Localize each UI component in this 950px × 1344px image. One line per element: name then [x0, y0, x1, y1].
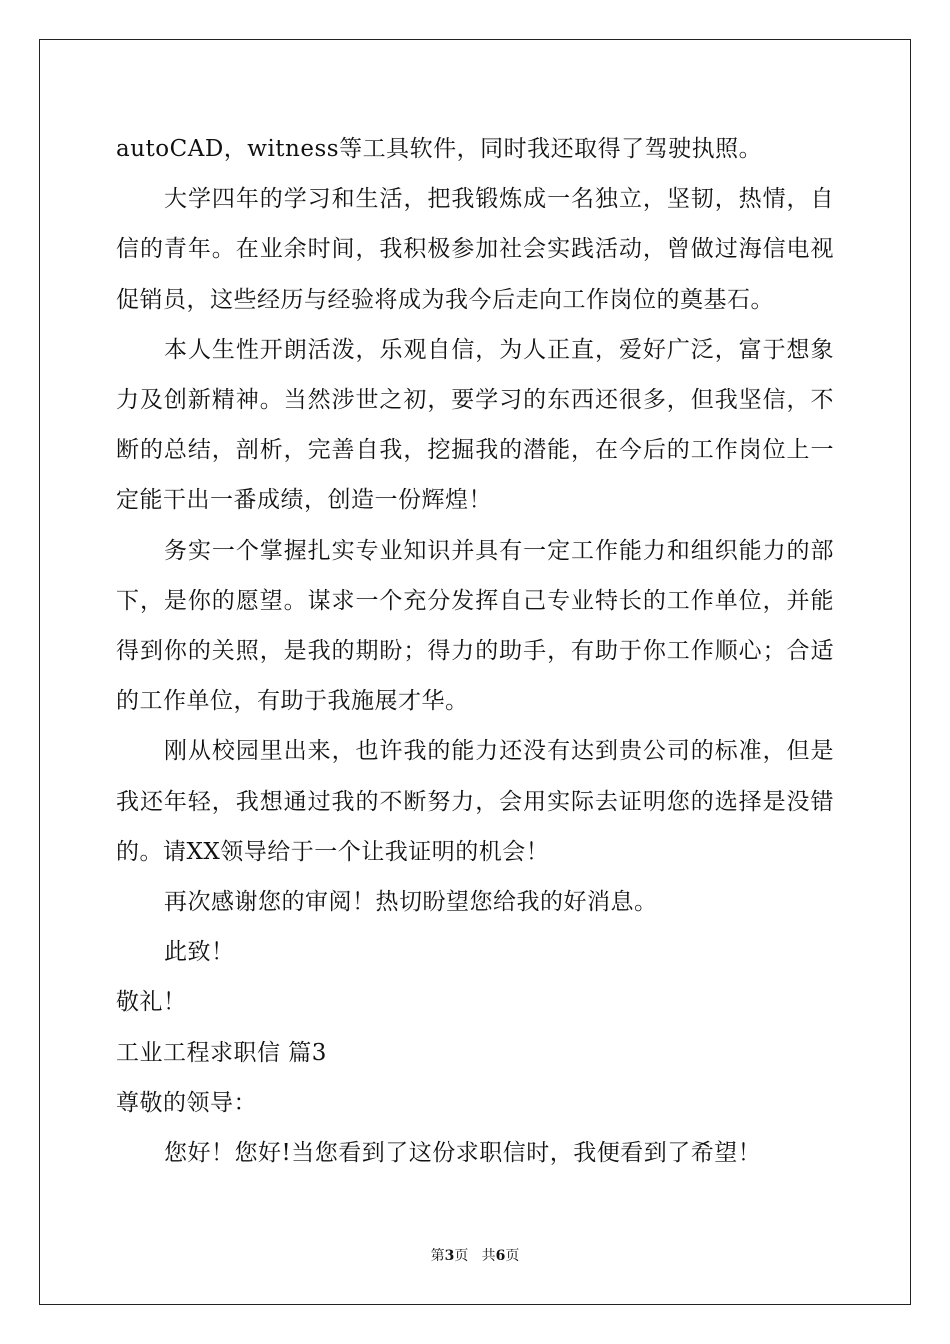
document-body: [116, 124, 834, 1178]
total-pages: 6: [495, 1248, 506, 1264]
page-prefix: 第: [430, 1248, 445, 1264]
paragraph-3: 本人生性开朗活泼，乐观自信，为人正直，爱好广泛，富于想象力及创新精神。当然涉世之初，要学习的东西还很多，但我坚信，不断的总结，剖析，完善自我，挖掘我的潜能，在今后的工作岗位上一定能干出一番成绩，创造一份辉煌！: [116, 336, 834, 514]
paragraph-opening: 您好！您好!当您看到了这份求职信时，我便看到了希望！: [164, 1140, 762, 1167]
page-suffix: 页: [454, 1248, 469, 1264]
paragraph-5: 刚从校园里出来，也许我的能力还没有达到贵公司的标准，但是我还年轻，我想通过我的不断努力，会用实际去证明您的选择是没错的。请XX领导给于一个让我证明的机会！: [116, 738, 834, 865]
page-number: 3: [444, 1248, 455, 1264]
section-heading: 工业工程求职信 篇3: [116, 1039, 327, 1066]
total-prefix: 共: [481, 1248, 496, 1264]
letter-greeting: 尊敬的领导：: [116, 1089, 257, 1116]
paragraph-1: autoCAD，witness等工具软件，同时我还取得了驾驶执照。: [116, 136, 763, 162]
closing-salutation: 此致！: [164, 939, 235, 966]
paragraph-6: 再次感谢您的审阅！热切盼望您给我的好消息。: [164, 889, 658, 916]
paragraph-4: 务实一个掌握扎实专业知识并具有一定工作能力和组织能力的部下，是你的愿望。谋求一个充分发挥自己专业特长的工作单位，并能得到你的关照，是我的期盼；得力的助手，有助于你工作顺心；合适的工作单位，有助于我施展才华。: [116, 537, 834, 715]
total-suffix: 页: [505, 1248, 520, 1264]
closing-regards: 敬礼！: [116, 989, 187, 1016]
page-footer: [0, 1246, 950, 1266]
paragraph-2: 大学四年的学习和生活，把我锻炼成一名独立，坚韧，热情，自信的青年。在业余时间，我积极参加社会实践活动，曾做过海信电视促销员，这些经历与经验将成为我今后走向工作岗位的奠基石。: [116, 186, 834, 313]
